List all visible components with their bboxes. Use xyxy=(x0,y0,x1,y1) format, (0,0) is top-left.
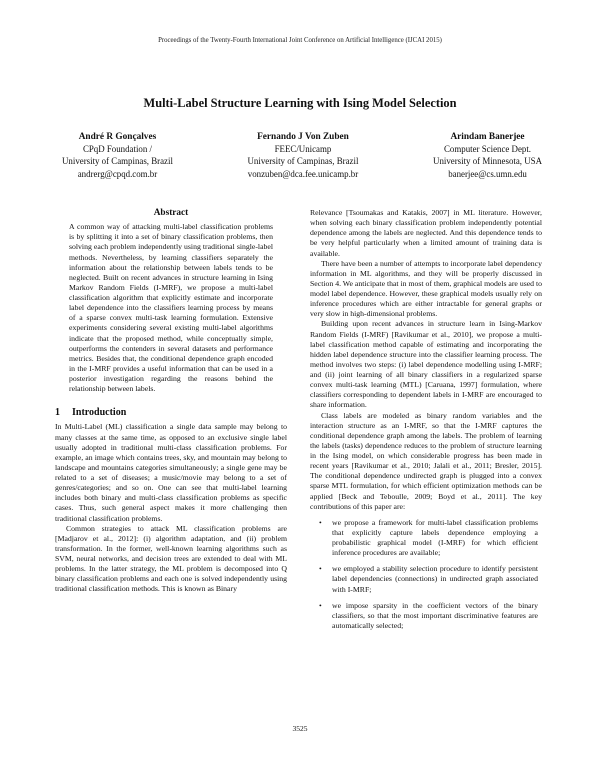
author-affiliation: CPqD Foundation / xyxy=(82,144,152,155)
list-item xyxy=(310,518,542,559)
author-name: Arindam Banerjee xyxy=(450,132,525,142)
contributions-list xyxy=(310,518,542,631)
abstract-heading: Abstract xyxy=(153,208,189,218)
author-block xyxy=(62,131,542,180)
abstract-text: A common way of attacking multi-label classification problems is by splitting it into a set of binary classification problems, then solving each problem independently using traditional single-label methods. Nevertheless, by learning classifiers separately the information about the relationship between labels tends to be neglected. Built on recent advances in structure learning in Ising Markov Random Fields (I-MRF), we propose a multi-label classification algorithm that explicitly estimate and incorporate label dependence into the classifiers learning process by means of a sparse convex multi-task learning formulation. Extensive experiments considering several existing multi-label algorithms indicate that the proposed method, while conceptually simple, outperforms the contenders in several datasets and performance metrics. Besides that, the conditional dependence graph encoded in the I-MRF provides a useful information that can be used in a posterior investigation regarding the reasons behind the relationship between labels. xyxy=(69,222,273,394)
body-paragraph-1: Relevance [Tsoumakas and Katakis, 2007] in ML literature. However, when solving each binary classification problem independently potential dependence among the labels are neglected. And this dependence tends to be very helpful particularly when a limited amount of training data is available. xyxy=(310,208,542,258)
list-item-text: we propose a framework for multi-label classification problems that explicitly capture labels dependence employing a probabilistic graphical model (I-MRF) for which efficient inference procedures are available; xyxy=(332,517,538,558)
paper-title: Multi-Label Structure Learning with Ising Model Selection xyxy=(143,96,457,110)
author-email: banerjee@cs.umn.edu xyxy=(448,168,527,179)
author-2 xyxy=(248,131,359,180)
list-item xyxy=(310,564,542,594)
list-item xyxy=(310,601,542,631)
left-column xyxy=(55,208,287,595)
section-title: Introduction xyxy=(72,407,127,419)
section-heading-introduction xyxy=(55,408,287,418)
proceedings-header: Proceedings of the Twenty-Fourth International Joint Conference on Artificial Intelligence (IJCAI 2015) xyxy=(158,37,442,44)
author-institution: University of Campinas, Brazil xyxy=(62,156,173,167)
author-name: André R Gonçalves xyxy=(78,132,157,142)
page-number: 3525 xyxy=(292,724,308,733)
right-column xyxy=(310,208,542,637)
author-3 xyxy=(433,131,542,180)
section-number: 1 xyxy=(55,407,60,419)
list-item-text: we impose sparsity in the coefficient vectors of the binary classifiers, so that the most important discriminative features are automatically selected; xyxy=(332,600,538,630)
bullet-glyph: • xyxy=(319,564,322,574)
author-affiliation: Computer Science Dept. xyxy=(444,144,532,155)
bullet-glyph: • xyxy=(319,600,322,610)
bullet-glyph: • xyxy=(319,517,322,527)
intro-paragraph-2: Common strategies to attack ML classification problems are [Madjarov et al., 2012]: (i) algorithm adaptation, and (ii) problem transformation. In the former, well-known learning algorithms such as SVM, neural networks, and decision trees are extended to deal with ML problems. In the latter strategy, the ML problem is decomposed into Q binary classification problems and each one is solved independently using traditional classification methods. This is known as Binary xyxy=(55,523,287,594)
author-1 xyxy=(62,131,173,180)
body-paragraph-3: Building upon recent advances in structure learn in Ising-Markov Random Fields (I-MRF) [Ravikumar et al., 2010], we propose a multi-label classification method capable of estimating and incorporating the hidden label dependence structure into the classifier learning process. The method involves two steps: (i) label dependence modelling using I-MRF; and (ii) joint learning of all binary classifiers in a regularized sparse convex multi-task learning (MTL) [Caruana, 1997] formulation, where classifiers corresponding to dependent labels in I-MRF are encouraged to share information. xyxy=(310,319,542,410)
body-paragraph-4: Class labels are modeled as binary random variables and the interaction structure as an I-MRF, so that the I-MRF captures the conditional dependence graph among the labels. The problem of learning the labels (tasks) dependence reduces to the problem of structure learning in the Ising model, on which considerable progress has been made in recent years [Ravikumar et al., 2010; Jalali et al., 2011; Bresler, 2015]. The conditional dependence undirected graph is plugged into a convex sparse MTL formulation, for which efficient optimization methods can be applied [Beck and Teboulle, 2009; Boyd et al., 2011]. The key contributions of this paper are: xyxy=(310,410,542,511)
author-affiliation: FEEC/Unicamp xyxy=(274,144,332,155)
author-email: vonzuben@dca.fee.unicamp.br xyxy=(247,168,359,179)
body-paragraph-2: There have been a number of attempts to incorporate label dependency information in ML algorithms, and they will be properly discussed in Section 4. We anticipate that in most of them, graphical models are used to model label dependence. However, these graphical models usually rely on inference procedures which are either intractable for general graphs or very slow in high-dimensional problems. xyxy=(310,258,542,319)
author-institution: University of Minnesota, USA xyxy=(433,156,542,167)
author-email: andrerg@cpqd.com.br xyxy=(77,168,158,179)
author-name: Fernando J Von Zuben xyxy=(257,132,349,142)
list-item-text: we employed a stability selection procedure to identify persistent label dependencies (connections) in undirected graph associated with I-MRF; xyxy=(332,564,538,594)
author-institution: University of Campinas, Brazil xyxy=(247,156,359,167)
intro-paragraph-1: In Multi-Label (ML) classification a single data sample may belong to many classes at the same time, as opposed to an exclusive single label usually adopted in traditional multi-class classification problems. For example, an image which contains trees, sky, and mountain may belong to landscape and mountains categories simultaneously; a single gene may be related to a set of diseases; a music/movie may belong to a set of genres/categories; and so on. One can see that multi-label learning includes both binary and multi-class classification problems as specific cases. Thus, such general aspect makes it more challenging then traditional classification problems. xyxy=(55,422,287,523)
